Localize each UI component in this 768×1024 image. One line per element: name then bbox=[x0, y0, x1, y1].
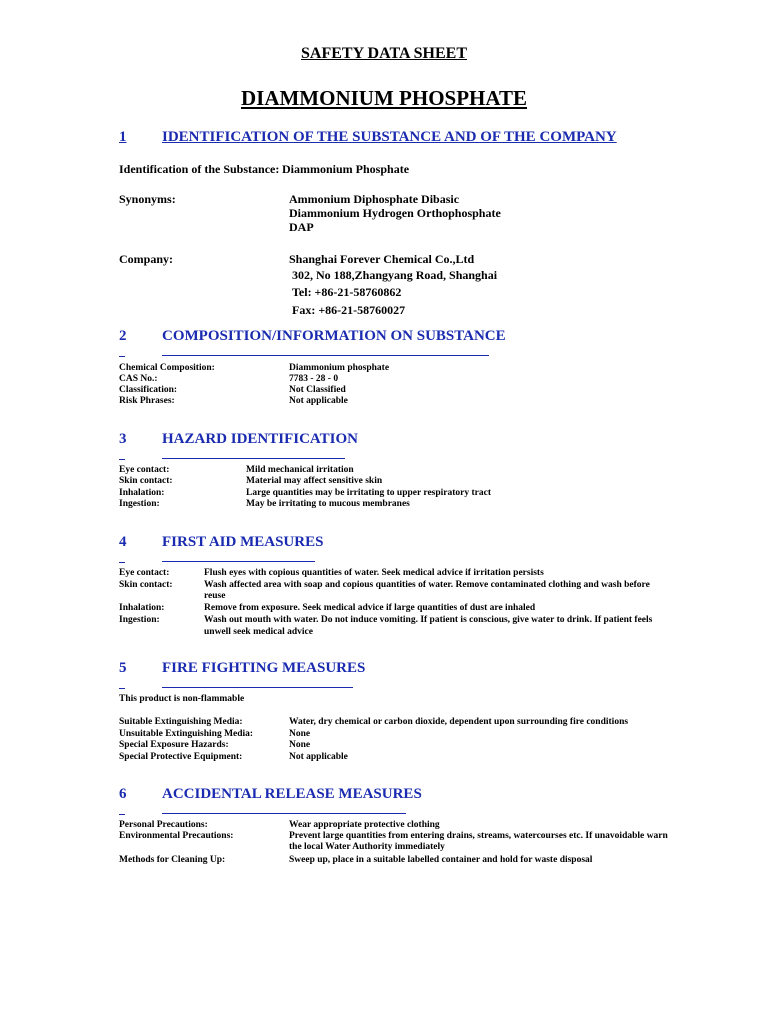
row-value: Wash affected area with soap and copious quantities of water. Remove contaminated clothing and wash before bbox=[204, 580, 650, 590]
row-label: CAS No.: bbox=[119, 374, 158, 384]
synonym-item: DAP bbox=[289, 220, 314, 234]
row-label: Eye contact: bbox=[119, 568, 170, 578]
section-divider bbox=[119, 562, 125, 563]
synonyms-label: Synonyms: bbox=[119, 192, 176, 206]
flammability-note: This product is non-flammable bbox=[119, 694, 245, 704]
synonym-item: Ammonium Diphosphate Dibasic bbox=[289, 192, 460, 206]
row-label: Methods for Cleaning Up: bbox=[119, 855, 226, 865]
row-value: Mild mechanical irritation bbox=[246, 465, 354, 475]
section-6-title: ACCIDENTAL RELEASE MEASURES bbox=[162, 786, 422, 802]
section-5-title: FIRE FIGHTING MEASURES bbox=[162, 660, 366, 676]
section-divider bbox=[119, 459, 125, 460]
row-value: Wear appropriate protective clothing bbox=[289, 820, 440, 830]
section-2-number: 2 bbox=[119, 328, 127, 344]
substance-label: Identification of the Substance: bbox=[119, 162, 280, 176]
row-label: Special Protective Equipment: bbox=[119, 752, 243, 762]
row-value: Not Classified bbox=[289, 385, 346, 395]
row-label: Skin contact: bbox=[119, 476, 173, 486]
section-2-title: COMPOSITION/INFORMATION ON SUBSTANCE bbox=[162, 328, 506, 344]
row-label: Suitable Extinguishing Media: bbox=[119, 717, 243, 727]
company-tel: Tel: +86-21-58760862 bbox=[292, 285, 402, 299]
row-value: Large quantities may be irritating to upper respiratory tract bbox=[246, 488, 492, 498]
section-divider bbox=[162, 561, 315, 562]
row-label: Classification: bbox=[119, 385, 178, 395]
section-3-title: HAZARD IDENTIFICATION bbox=[162, 431, 358, 447]
row-value: Remove from exposure. Seek medical advice if large quantities of dust are inhaled bbox=[204, 603, 536, 613]
row-label: Inhalation: bbox=[119, 603, 165, 613]
row-value-continued: the local Water Authority immediately bbox=[289, 842, 445, 852]
row-label: Unsuitable Extinguishing Media: bbox=[119, 729, 254, 739]
row-label: Risk Phrases: bbox=[119, 396, 175, 406]
row-label: Personal Precautions: bbox=[119, 820, 208, 830]
section-divider bbox=[119, 688, 125, 689]
section-4-title: FIRST AID MEASURES bbox=[162, 534, 324, 550]
section-divider bbox=[162, 687, 353, 688]
row-label: Ingestion: bbox=[119, 499, 160, 509]
section-divider bbox=[162, 813, 406, 814]
section-divider bbox=[162, 458, 345, 459]
section-1-title: IDENTIFICATION OF THE SUBSTANCE AND OF THE COMPANY bbox=[162, 129, 617, 145]
company-fax: Fax: +86-21-58760027 bbox=[292, 303, 406, 317]
synonym-item: Diammonium Hydrogen Orthophosphate bbox=[289, 206, 501, 220]
row-label: Environmental Precautions: bbox=[119, 831, 234, 841]
company-name: Shanghai Forever Chemical Co.,Ltd bbox=[289, 252, 475, 266]
row-value: Material may affect sensitive skin bbox=[246, 476, 383, 486]
section-1-number: 1 bbox=[119, 129, 127, 145]
row-value: None bbox=[289, 729, 311, 739]
row-label: Eye contact: bbox=[119, 465, 170, 475]
section-3-number: 3 bbox=[119, 431, 127, 447]
row-value: Sweep up, place in a suitable labelled container and hold for waste disposal bbox=[289, 855, 593, 865]
section-6-number: 6 bbox=[119, 786, 127, 802]
row-value: Water, dry chemical or carbon dioxide, dependent upon surrounding fire conditions bbox=[289, 717, 629, 727]
row-value: May be irritating to mucous membranes bbox=[246, 499, 410, 509]
section-divider bbox=[119, 814, 125, 815]
row-value: 7783 - 28 - 0 bbox=[289, 374, 339, 384]
row-value: Not applicable bbox=[289, 752, 348, 762]
row-value: Diammonium phosphate bbox=[289, 363, 390, 373]
section-4-number: 4 bbox=[119, 534, 127, 550]
company-address: 302, No 188,Zhangyang Road, Shanghai bbox=[292, 268, 498, 282]
section-5-number: 5 bbox=[119, 660, 127, 676]
row-label: Skin contact: bbox=[119, 580, 173, 590]
product-name: DIAMMONIUM PHOSPHATE bbox=[240, 86, 527, 110]
row-value: Not applicable bbox=[289, 396, 348, 406]
row-value-continued: reuse bbox=[204, 591, 226, 601]
row-value: Flush eyes with copious quantities of water. Seek medical advice if irritation persists bbox=[204, 568, 544, 578]
row-value-continued: unwell seek medical advice bbox=[204, 627, 313, 637]
company-label: Company: bbox=[119, 252, 174, 266]
document-title: SAFETY DATA SHEET bbox=[301, 45, 467, 62]
row-value: Wash out mouth with water. Do not induce vomiting. If patient is conscious, give water to drink. If patient feels bbox=[204, 615, 653, 625]
substance-value: Diammonium Phosphate bbox=[282, 162, 410, 176]
row-value: Prevent large quantities from entering drains, streams, watercourses etc. If unavoidable warn bbox=[289, 831, 668, 841]
section-divider bbox=[119, 356, 125, 357]
row-label: Special Exposure Hazards: bbox=[119, 740, 229, 750]
row-value: None bbox=[289, 740, 311, 750]
row-label: Inhalation: bbox=[119, 488, 165, 498]
row-label: Chemical Composition: bbox=[119, 363, 215, 373]
section-divider bbox=[162, 355, 489, 356]
row-label: Ingestion: bbox=[119, 615, 160, 625]
